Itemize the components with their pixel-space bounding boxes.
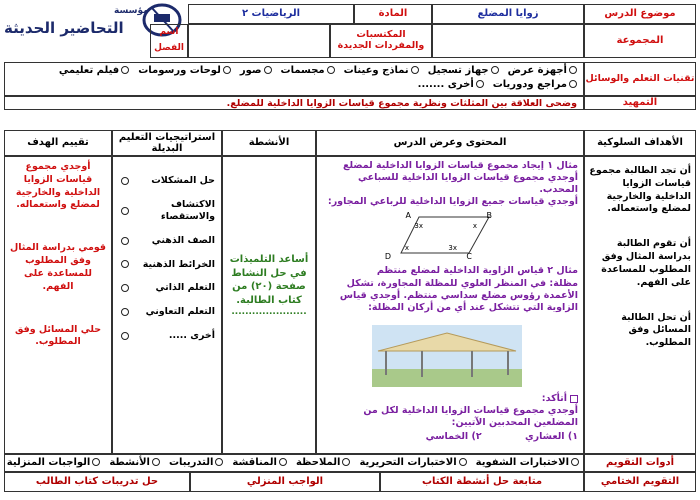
- option-label: الواجبات المنزلية: [6, 457, 91, 468]
- option-label: الاختبارات الشفوية: [475, 457, 569, 468]
- radio-icon[interactable]: [569, 66, 577, 74]
- intro-text: وضحى العلاقة بين المثلثات ونظرية مجموع قياسات الزوايا الداخلية للمضلع.: [4, 96, 584, 110]
- radio-icon[interactable]: [569, 80, 577, 88]
- logo-title: التحاضير الحديثة: [4, 19, 124, 37]
- radio-icon[interactable]: [152, 458, 160, 466]
- check-text: أوجدي مجموع قياسات الزوايا الداخلية لكل من المضلعين المحدبين الآتيين:: [363, 404, 578, 428]
- class-label: الفصل: [154, 43, 184, 53]
- objective-1: أن تجد الطالبة مجموع قياسات الزوايا الداخلية والخارجية لمضلع واستعماله.: [589, 165, 691, 215]
- option-label: نماذج وعينات: [343, 65, 409, 76]
- option-label: التدريبات: [168, 457, 214, 468]
- option-item[interactable]: [109, 457, 160, 468]
- radio-icon[interactable]: [223, 66, 231, 74]
- assessment-row: [6, 457, 579, 468]
- example-1-title: مثال ١ إيجاد مجموع قياسات الزوايا الداخلية لمضلع: [343, 160, 578, 171]
- vertex-d: D: [384, 252, 391, 261]
- radio-icon[interactable]: [476, 80, 484, 88]
- objective-3: أن تحل الطالبة المسائل وفق المطلوب.: [621, 311, 691, 349]
- option-item[interactable]: [240, 65, 272, 76]
- radio-icon[interactable]: [342, 458, 350, 466]
- option-label: فيلم تعليمي: [58, 65, 120, 76]
- option-label: لوحات ورسومات: [138, 65, 221, 76]
- quadrilateral-figure: [384, 209, 509, 261]
- umbrella-photo: [372, 325, 522, 387]
- option-label: صور: [239, 65, 262, 76]
- vertex-b: B: [486, 211, 492, 220]
- strategy-label: أخرى .....: [168, 330, 215, 342]
- strategy-label: الخرائط الذهنية: [142, 258, 215, 270]
- strategy-item[interactable]: [119, 330, 215, 342]
- resources-options: [4, 62, 584, 96]
- option-label: مجسمات: [280, 65, 325, 76]
- option-label: أخرى .......: [417, 79, 474, 90]
- col-strategies: استراتيجيات التعليم البديلة: [112, 130, 222, 156]
- resources-row-2: [11, 79, 577, 90]
- option-label: الملاحظة: [295, 457, 341, 468]
- check-icon: [570, 395, 578, 403]
- option-label: أجهزة عرض: [507, 65, 567, 76]
- group-label: المجموعة: [584, 24, 696, 58]
- lesson-topic-value: زوايا المضلع: [432, 4, 584, 24]
- strategy-label: حل المشكلات: [151, 175, 215, 186]
- name-label: اسم: [159, 27, 179, 37]
- option-item[interactable]: [418, 79, 484, 90]
- option-item[interactable]: [508, 65, 577, 76]
- evaluation-2: قومي بدراسة المثال وفق المطلوب للمساعدة على الفهم.: [9, 242, 107, 292]
- radio-icon[interactable]: [121, 260, 129, 268]
- radio-icon[interactable]: [459, 458, 467, 466]
- assessment-options: [4, 454, 584, 472]
- strategy-label: الاكتشاف والاستقصاء: [160, 198, 215, 222]
- vertex-c: C: [466, 252, 472, 261]
- strategy-item[interactable]: [119, 259, 215, 271]
- strategy-label: التعلم الذاتي: [155, 282, 215, 294]
- objectives-cell: [584, 156, 696, 454]
- radio-icon[interactable]: [121, 177, 129, 185]
- radio-icon[interactable]: [121, 237, 129, 245]
- resources-label: تقنيات التعلم والوسائل: [584, 62, 696, 96]
- evaluation-cell: [4, 156, 112, 454]
- check-item-1: ١) العشاري: [524, 430, 578, 442]
- example-2-text: مظلة: في المنظر العلوي للمظلة المجاورة، تشكل الأعمدة رؤوس مضلع سداسي منتظم. أوجدي قياس الزاوية التي تتشكل عند أي من أركان المظلة:: [339, 278, 578, 313]
- option-item[interactable]: [281, 65, 335, 76]
- activity-dots: ......................: [231, 307, 307, 317]
- final-evaluation-label: التقويم الختامي: [584, 472, 696, 492]
- option-label: الأنشطة: [109, 457, 150, 468]
- check-item-2: ٢) الخماسي: [425, 430, 482, 442]
- radio-icon[interactable]: [121, 284, 129, 292]
- example-2-title: مثال ٢ قياس الزاوية الداخلية لمضلع منتظم: [376, 265, 578, 276]
- angle-c: 3x: [448, 244, 457, 252]
- option-item[interactable]: [493, 79, 577, 90]
- radio-icon[interactable]: [411, 66, 419, 74]
- footer-cell-3: حل تدريبات كتاب الطالب: [4, 472, 190, 492]
- strategy-label: التعلم التعاوني: [145, 306, 215, 318]
- subject-value: الرياضيات ٢: [188, 4, 354, 24]
- strategies-list: [119, 175, 215, 342]
- example-1-line-1: أوجدي مجموع قياسات الزوايا الداخلية للسباعي المحدب.: [357, 171, 578, 195]
- radio-icon[interactable]: [264, 66, 272, 74]
- option-item[interactable]: [428, 65, 499, 76]
- radio-icon[interactable]: [279, 458, 287, 466]
- radio-icon[interactable]: [121, 308, 129, 316]
- strategy-item[interactable]: [119, 175, 215, 187]
- col-objectives: الأهداف السلوكية: [584, 130, 696, 156]
- option-item[interactable]: [232, 457, 287, 468]
- col-activities: الأنشطة: [222, 130, 316, 156]
- radio-icon[interactable]: [92, 458, 100, 466]
- footer-cell-2: الواجب المنزلي: [190, 472, 380, 492]
- radio-icon[interactable]: [491, 66, 499, 74]
- strategies-cell: [112, 156, 222, 454]
- option-item[interactable]: [476, 457, 579, 468]
- strategy-item[interactable]: [119, 282, 215, 294]
- angle-b: x: [472, 222, 477, 230]
- strategy-label: الصف الذهني: [151, 234, 215, 246]
- intro-label: التمهيد: [584, 96, 696, 110]
- logo-subtitle: مؤسسة: [114, 6, 149, 16]
- angle-a: 3x: [414, 222, 423, 230]
- activities-cell: [222, 156, 316, 454]
- prior-knowledge-label: المكتسبات والمفردات الجديدة: [330, 24, 432, 58]
- option-item[interactable]: [59, 65, 129, 76]
- strategy-item[interactable]: [119, 306, 215, 318]
- activity-text: أساعد التلميذات في حل النشاط صفحة (٢٠) من كتاب الطالبة.: [229, 254, 309, 306]
- option-label: جهاز تسجيل: [427, 65, 489, 76]
- strategy-item[interactable]: [119, 199, 215, 223]
- footer-cell-1: متابعة حل أنشطة الكتاب: [380, 472, 584, 492]
- evaluation-1: أوجدي مجموع قياسات الزوايا الداخلية والخارجية لمضلع واستعماله.: [15, 161, 101, 211]
- radio-icon[interactable]: [121, 66, 129, 74]
- option-label: الاختبارات التحريرية: [359, 457, 457, 468]
- prior-knowledge-value[interactable]: [188, 24, 330, 58]
- subject-label: المادة: [354, 4, 432, 24]
- radio-icon[interactable]: [571, 458, 579, 466]
- group-value[interactable]: [432, 24, 584, 58]
- check-block: [322, 393, 578, 443]
- vertex-a: A: [405, 211, 411, 220]
- example-1-line-2: أوجدي قياسات جميع الزوايا الداخلية للرباعي المجاور:: [327, 195, 578, 207]
- evaluation-3: حلي المسائل وفق المطلوب.: [14, 323, 102, 348]
- option-label: المناقشة: [232, 457, 277, 468]
- radio-icon[interactable]: [215, 458, 223, 466]
- option-item[interactable]: [359, 457, 466, 468]
- resources-row-1: [11, 65, 577, 76]
- strategy-item[interactable]: [119, 235, 215, 247]
- radio-icon[interactable]: [327, 66, 335, 74]
- option-label: مراجع ودوريات: [492, 79, 567, 90]
- check-items: [322, 431, 578, 443]
- name-class-cell: [150, 24, 188, 58]
- col-evaluation: تقييم الهدف: [4, 130, 112, 156]
- angle-d: x: [404, 244, 409, 252]
- content-cell: [316, 156, 584, 454]
- col-content: المحتوى وعرض الدرس: [316, 130, 584, 156]
- option-item[interactable]: [296, 457, 351, 468]
- option-item[interactable]: [344, 65, 419, 76]
- option-item[interactable]: [7, 457, 101, 468]
- check-label: [322, 393, 578, 405]
- radio-icon[interactable]: [121, 207, 129, 215]
- check-label-text: أتأكد:: [541, 393, 567, 404]
- assessment-label: أدوات التقويم: [584, 454, 696, 472]
- option-item[interactable]: [169, 457, 223, 468]
- radio-icon[interactable]: [121, 332, 129, 340]
- objective-2: أن تقوم الطالبة بدراسة المثال وفق المطلوب للمساعدة على الفهم.: [601, 238, 691, 288]
- lesson-topic-label: موضوع الدرس: [584, 4, 696, 24]
- option-item[interactable]: [138, 65, 231, 76]
